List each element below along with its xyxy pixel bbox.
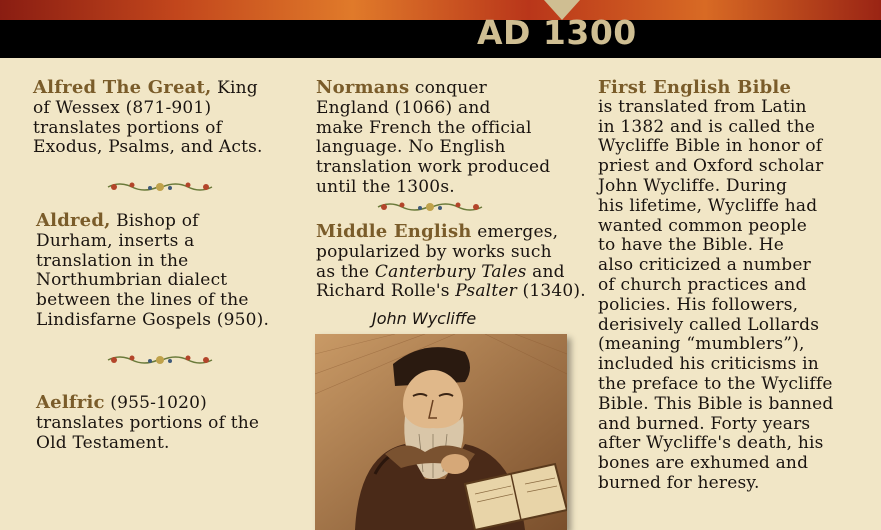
bible-text-line: bones are exhumed and (598, 453, 809, 474)
decorative-top-strip (0, 0, 881, 20)
bible-text-line: included his criticisms in (598, 354, 819, 375)
normans-text: conquer (409, 78, 488, 98)
aelfric-text: (955-1020) (104, 393, 208, 413)
entry-alfred (33, 78, 263, 158)
bible-text-line: Bible. This Bible is banned (598, 393, 834, 414)
aelfric-text: Old Testament. (36, 432, 170, 453)
page-title: AD 1300 (477, 13, 637, 52)
floral-divider-icon (106, 353, 214, 367)
normans-text: make French the official (316, 117, 532, 138)
aldred-text: Bishop of (110, 211, 199, 231)
bible-text-line: Wycliffe Bible in honor of (598, 136, 823, 157)
aldred-text: Northumbrian dialect (36, 270, 228, 291)
canterbury-tales-title: Canterbury Tales (374, 261, 527, 282)
bible-text-line: his lifetime, Wycliffe had (598, 195, 818, 216)
entry-middle-english (316, 222, 586, 302)
bible-text-line: policies. His followers, (598, 294, 799, 315)
alfred-text: Exodus, Psalms, and Acts. (33, 137, 263, 158)
alfred-text: of Wessex (871-901) (33, 97, 212, 118)
bible-text-line: and burned. Forty years (598, 413, 811, 434)
floral-divider-icon (376, 200, 484, 214)
entry-first-english-bible (598, 78, 834, 494)
aelfric-heading: Aelfric (36, 392, 105, 413)
aelfric-text: translates portions of the (36, 412, 260, 433)
normans-text: England (1066) and (316, 97, 491, 118)
normans-heading: Normans (316, 77, 410, 98)
middle-english-heading: Middle English (316, 221, 472, 242)
entry-normans (316, 78, 550, 198)
first-english-bible-heading: First English Bible (598, 77, 792, 98)
bible-text-line: priest and Oxford scholar (598, 156, 824, 177)
alfred-text: King (211, 78, 258, 98)
middle-english-text: emerges, (471, 222, 559, 242)
psalter-title: Psalter (455, 281, 517, 302)
wycliffe-portrait (315, 334, 567, 530)
alfred-heading: Alfred The Great, (33, 77, 212, 98)
bible-text-line: also criticized a number (598, 255, 811, 276)
bible-text-line: derisively called Lollards (598, 314, 820, 335)
entry-aelfric (36, 393, 259, 453)
normans-text: language. No English (316, 137, 506, 158)
bible-text-line: (meaning “mumblers”), (598, 334, 805, 355)
normans-text: translation work produced (316, 157, 551, 178)
normans-text: until the 1300s. (316, 176, 455, 197)
aldred-text: translation in the (36, 250, 189, 271)
alfred-text: translates portions of (33, 117, 223, 138)
bible-text-line: after Wycliffe's death, his (598, 433, 824, 454)
aldred-heading: Aldred, (36, 210, 111, 231)
middle-english-text: and (526, 261, 565, 282)
middle-english-text: popularized by works such (316, 241, 552, 262)
middle-english-text: (1340). (516, 281, 586, 302)
bible-text-line: of church practices and (598, 274, 807, 295)
bible-text-line: burned for heresy. (598, 472, 760, 493)
middle-english-text: Richard Rolle's (316, 281, 456, 302)
bible-text-line: wanted common people (598, 215, 807, 236)
bible-text-line: the preface to the Wycliffe (598, 373, 833, 394)
aldred-text: between the lines of the (36, 290, 249, 311)
entry-aldred (36, 211, 269, 331)
aldred-text: Lindisfarne Gospels (950). (36, 309, 270, 330)
bible-text-line: in 1382 and is called the (598, 116, 816, 137)
middle-english-text: as the (316, 261, 375, 282)
aldred-text: Durham, inserts a (36, 230, 195, 251)
bible-text-line: John Wycliffe. During (598, 175, 788, 196)
bible-text-line: to have the Bible. He (598, 235, 785, 256)
bible-text-line: is translated from Latin (598, 96, 807, 117)
floral-divider-icon (106, 180, 214, 194)
header-band (0, 20, 881, 58)
portrait-caption: John Wycliffe (372, 309, 477, 328)
